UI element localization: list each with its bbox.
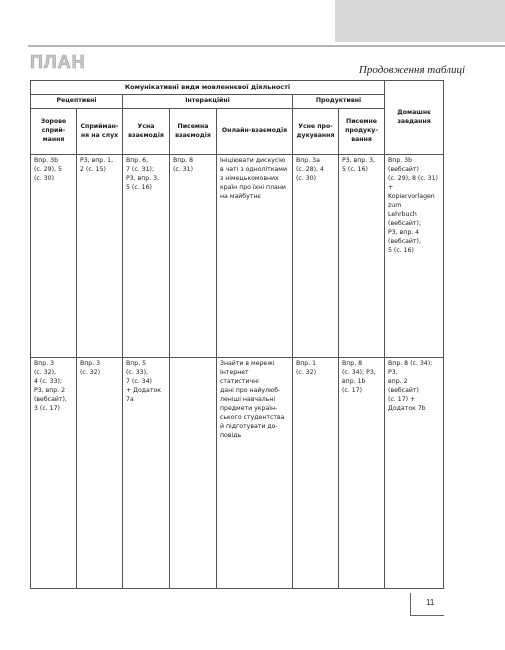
header-row-2 [31, 95, 444, 109]
table-cell: Впр. 8 (с. 31) [170, 155, 217, 358]
header-row-3 [31, 109, 444, 155]
subgroup-productive: Продуктивні [293, 95, 385, 109]
table-cell: Р3, впр. 1, 2 (с. 15) [77, 155, 123, 358]
table-cell: Ініціювати дискусію в чаті з однолітками з німецькомовних країн про їхні плани на майбутнє [217, 155, 293, 358]
column-header: Зорове сприй- мання [31, 109, 77, 155]
table-cell: Впр. 8 (с. 34); Р3, впр. 2 (вебсайт) (с. 17) + Додаток 7b [385, 358, 444, 589]
column-header: Сприйман- ня на слух [77, 109, 123, 155]
column-header: Усне про- дукування [293, 109, 339, 155]
column-header: Писемна взаємодія [170, 109, 217, 155]
plan-heading: ПЛАН [30, 52, 86, 72]
table-cell: Впр. 3 (с. 32) [77, 358, 123, 589]
table-cell: Впр. 6, 7 (с. 31); Р3, впр. 3, 5 (с. 16) [123, 155, 170, 358]
table-cell: Р3, впр. 3, 5 (с. 16) [339, 155, 385, 358]
group-header: Комунікативні види мовленнєвої діяльності [31, 81, 385, 95]
column-header: Онлайн-взаємодія [217, 109, 293, 155]
table-cell: Знайти в мережі Інтернет статистичні дані про найулюб- леніші навчальні предмети україн- ського студентства й підготувати до- повідь [217, 358, 293, 589]
table-cell: Впр. 3 (с. 32), 4 (с. 33); Р3, впр. 2 (вебсайт), 3 (с. 17) [31, 358, 77, 589]
column-header: Усна взаємодія [123, 109, 170, 155]
table-cell: Впр. 5 (с. 33), 7 (с. 34) + Додаток 7а [123, 358, 170, 589]
table-row [31, 358, 444, 589]
table-cell: Впр. 8 (с. 34); Р3, впр. 1b (с. 17) [339, 358, 385, 589]
column-header: Писемне продуку- вання [339, 109, 385, 155]
header-rule [28, 45, 505, 47]
header-corner-block [335, 0, 505, 42]
page-number: 11 [426, 598, 435, 607]
lesson-plan-table [30, 80, 444, 589]
table-row [31, 155, 444, 358]
table-cell: Впр. 3а (с. 28), 4 (с. 30) [293, 155, 339, 358]
subgroup-receptive: Рецептивні [31, 95, 123, 109]
header-row-1 [31, 81, 444, 95]
subgroup-interactive: Інтеракційні [123, 95, 293, 109]
table-cell: Впр. 3b (вебсайт) (с. 29), 8 (с. 31) + Kopiervorlagen zum Lehrbuch (вебсайт); Р3, впр. 4 (вебсайт), 5 (с. 16) [385, 155, 444, 358]
table-cell [170, 358, 217, 589]
homework-header: Домашнє завдання [385, 81, 444, 155]
continuation-label: Продовження таблиці [358, 64, 465, 76]
table-cell: Впр. 3b (с. 29), 5 (с. 30) [31, 155, 77, 358]
table-cell: Впр. 1 (с. 32) [293, 358, 339, 589]
